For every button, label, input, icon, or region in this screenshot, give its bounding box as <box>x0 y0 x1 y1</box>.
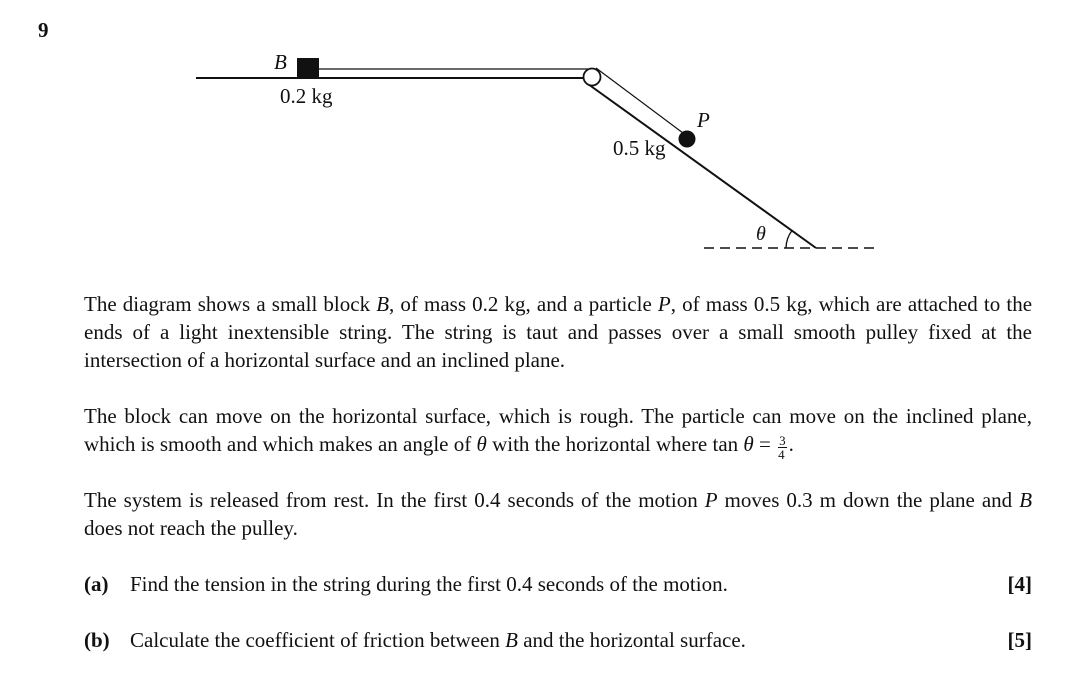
part-a-marks: [4] <box>1007 572 1032 596</box>
text: The diagram shows a small block <box>84 292 377 316</box>
text: moves 0.3 m down the plane and <box>717 488 1020 512</box>
var-b: B <box>1019 488 1033 512</box>
block-label: B <box>274 50 287 74</box>
part-b-text <box>130 626 746 654</box>
text: , of mass 0.2 kg, and a particle <box>389 292 658 316</box>
var-p: P <box>704 488 718 512</box>
text: The block can move on the horizontal surface, which is rough. The particle can move on the inclined plane, which is smooth and which makes an angle of <box>84 404 1032 456</box>
particle-p <box>679 131 696 148</box>
var-b: B <box>376 292 390 316</box>
pulley-diagram <box>0 0 1091 290</box>
paragraph-setup <box>84 290 1032 374</box>
part-b <box>84 626 1032 654</box>
paragraph-motion <box>84 486 1032 542</box>
pulley <box>584 69 601 86</box>
text: . <box>788 432 794 456</box>
text: with the horizontal where tan <box>486 432 744 456</box>
fraction-denominator: 4 <box>778 447 785 462</box>
part-a <box>84 570 1032 598</box>
var-p: P <box>657 292 671 316</box>
string-incline <box>596 68 683 133</box>
text: , of mass 0.5 kg, which are attached to the ends of a light inextensible string. The string is taut and passes over a small smooth pulley fixed at the intersection of a horizontal surface and an inclined plane. <box>84 292 1033 372</box>
text: does not reach the pulley. <box>84 516 298 540</box>
text: = <box>753 432 777 456</box>
fraction-three-quarters <box>778 434 787 461</box>
part-a-label: (a) <box>84 572 109 596</box>
part-a-text: Find the tension in the string during the first 0.4 seconds of the motion. <box>130 572 728 596</box>
text: and the horizontal surface. <box>517 628 746 652</box>
part-b-label: (b) <box>84 628 110 652</box>
block-b <box>297 58 319 78</box>
var-theta: θ <box>743 432 754 456</box>
angle-arc <box>786 231 792 249</box>
angle-label: θ <box>756 223 766 245</box>
paragraph-surfaces <box>84 402 1032 461</box>
fraction-numerator: 3 <box>779 433 786 448</box>
part-b-marks: [5] <box>1007 628 1032 652</box>
text: The system is released from rest. In the first 0.4 seconds of the motion <box>84 488 705 512</box>
particle-label: P <box>697 108 710 132</box>
block-mass-label: 0.2 kg <box>280 84 333 108</box>
question-number: 9 <box>38 18 49 42</box>
var-b: B <box>505 628 518 652</box>
var-theta: θ <box>476 432 487 456</box>
text: Calculate the coefficient of friction between <box>130 628 506 652</box>
particle-mass-label: 0.5 kg <box>613 136 666 160</box>
